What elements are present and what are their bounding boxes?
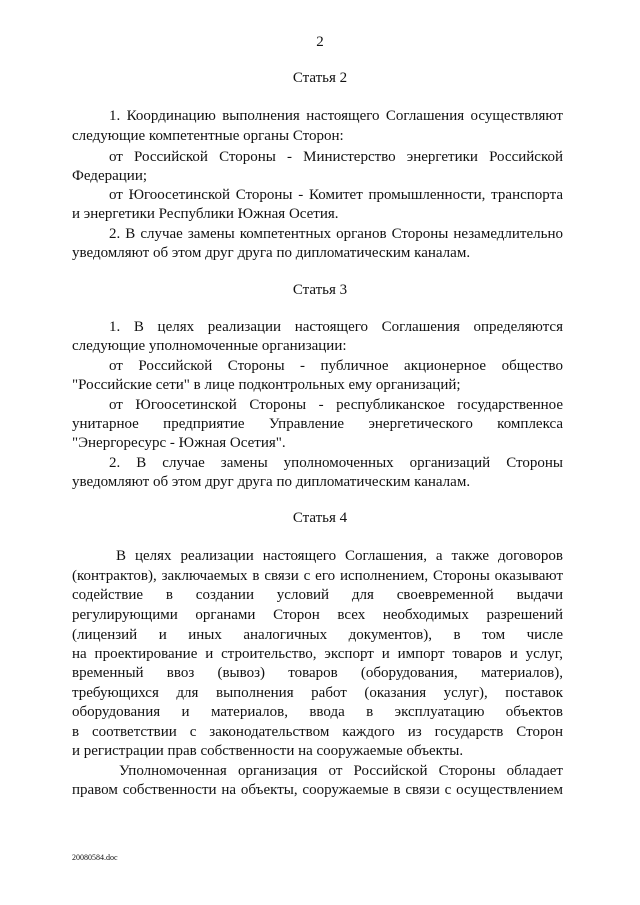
article-2-line: Федерации; — [72, 168, 148, 184]
article-4-line: правом собственности на объекты, сооружаемые в связи с осуществлением — [72, 782, 563, 798]
article-3-line: 1. В целях реализации настоящего Соглашения определяются — [109, 319, 563, 335]
article-2-line: следующие компетентные органы Сторон: — [72, 128, 344, 144]
article-4-line: требующихся для выполнения работ (оказания услуг), поставок — [72, 685, 563, 701]
article-2-line: 2. В случае замены компетентных органов Стороны незамедлительно — [109, 226, 563, 242]
article-3-line: от Российской Стороны - публичное акционерное общество — [109, 358, 563, 374]
article-4-line: временный ввоз (вывоз) товаров (оборудования, материалов), — [72, 665, 563, 681]
article-3-line: уведомляют об этом друг друга по дипломатическим каналам. — [72, 474, 471, 490]
article-3-line: от Югоосетинской Стороны - республиканское государственное — [109, 397, 563, 413]
document-filename: 20080584.doc — [72, 853, 118, 862]
article-3-line: следующие уполномоченные организации: — [72, 338, 347, 354]
article-4-line: Уполномоченная организация от Российской Стороны обладает — [119, 763, 563, 779]
article-3-heading: Статья 3 — [292, 282, 348, 298]
article-4-line: и регистрации прав собственности на сооружаемые объекты. — [72, 743, 464, 759]
article-3-line: "Энергоресурс - Южная Осетия". — [72, 435, 286, 451]
article-4-line: В целях реализации настоящего Соглашения, а также договоров — [116, 548, 563, 564]
article-4-heading: Статья 4 — [292, 510, 348, 526]
article-4-line: в соответствии с законодательством каждого из государств Сторон — [72, 724, 563, 740]
page-number: 2 — [316, 34, 324, 50]
article-4-line: содействие в создании условий для своевременной выдачи — [72, 587, 563, 603]
article-2-line: от Российской Стороны - Министерство энергетики Российской — [109, 149, 563, 165]
article-2-line: и энергетики Республики Южная Осетия. — [72, 206, 339, 222]
article-3-line: унитарное предприятие Управление энергетического комплекса — [72, 416, 563, 432]
article-2-heading: Статья 2 — [292, 70, 348, 86]
article-2-line: от Югоосетинской Стороны - Комитет промышленности, транспорта — [109, 187, 563, 203]
article-4-line: на проектирование и строительство, экспорт и импорт товаров и услуг, — [72, 646, 563, 662]
article-3-line: "Российские сети" в лице подконтрольных ему организаций; — [72, 377, 461, 393]
article-3-line: 2. В случае замены уполномоченных организаций Стороны — [109, 455, 563, 471]
article-2-line: 1. Координацию выполнения настоящего Соглашения осуществляют — [109, 108, 563, 124]
article-4-line: регулирующими органами Сторон всех необходимых разрешений — [72, 607, 563, 623]
article-2-line: уведомляют об этом друг друга по дипломатическим каналам. — [72, 245, 471, 261]
article-4-line: (контрактов), заключаемых в связи с его исполнением, Стороны оказывают — [72, 568, 563, 584]
article-4-line: (лицензий и иных аналогичных документов), в том числе — [72, 627, 563, 643]
article-4-line: оборудования и материалов, ввода в эксплуатацию объектов — [72, 704, 563, 720]
